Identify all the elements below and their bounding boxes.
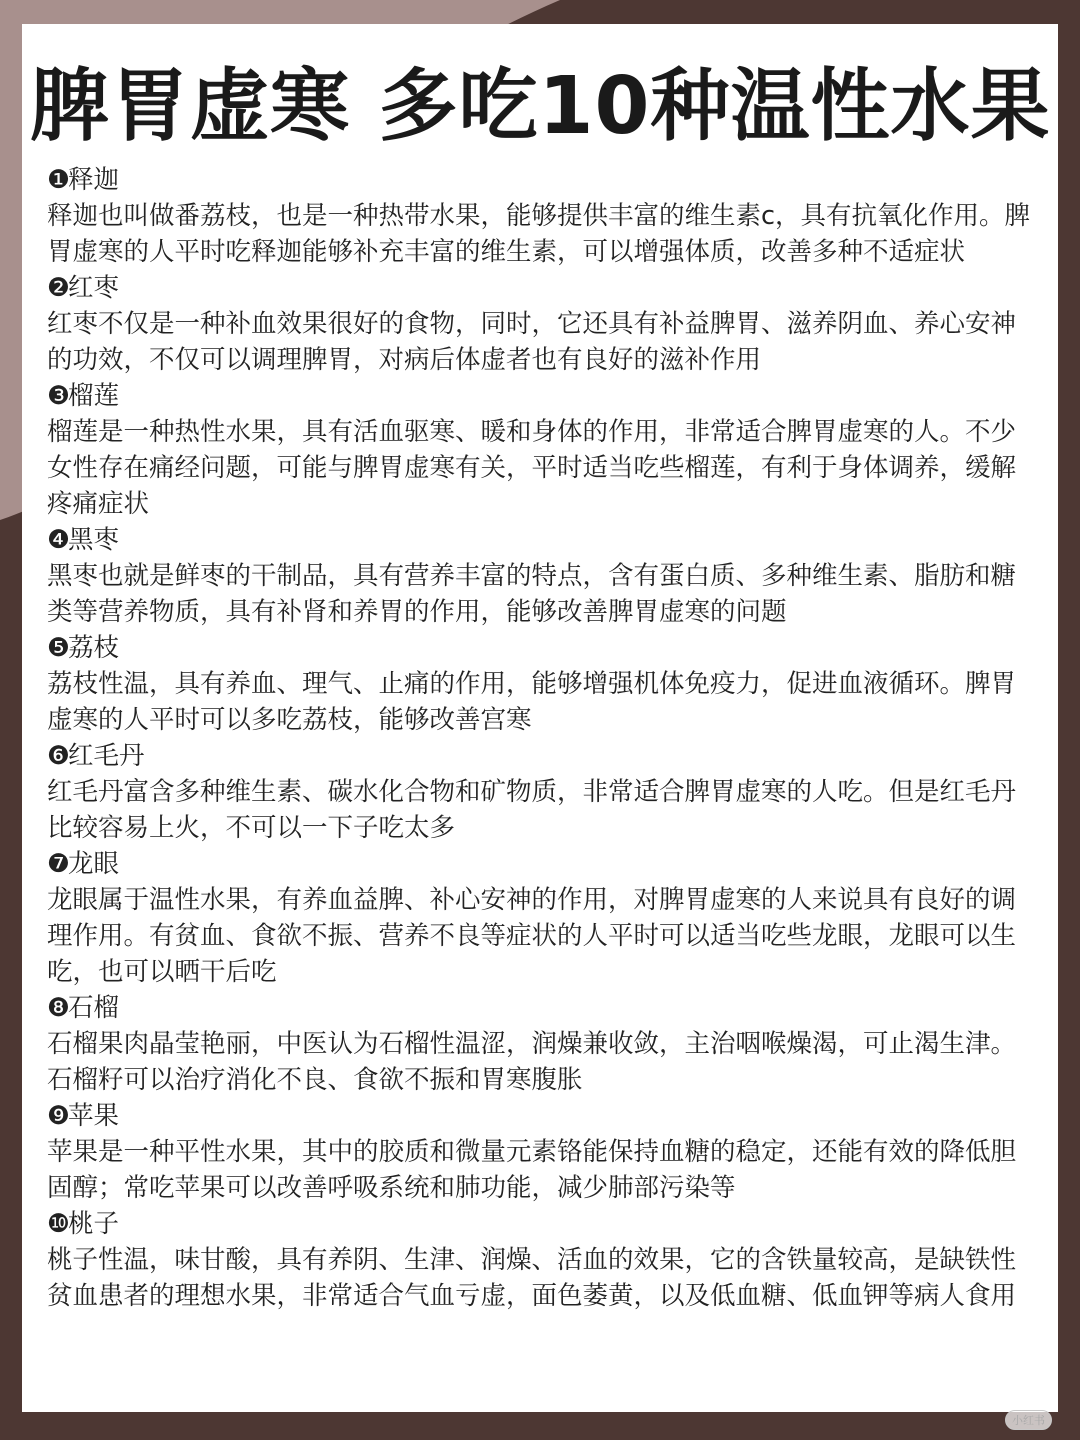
- fruit-list: [47, 162, 1037, 1314]
- item-number: ❹: [47, 525, 70, 555]
- item-description: 苹果是一种平性水果，其中的胶质和微量元素铬能保持血糖的稳定，还能有效的降低胆固醇；常吃苹果可以改善呼吸系统和肺功能，减少肺部污染等: [47, 1137, 1017, 1203]
- fruit-item: [47, 522, 1037, 630]
- item-name: 苹果: [68, 1101, 120, 1131]
- item-name: 榴莲: [68, 381, 120, 411]
- item-number: ❶: [47, 165, 70, 195]
- item-description: 石榴果肉晶莹艳丽，中医认为石榴性温涩，润燥兼收敛，主治咽喉燥渴，可止渴生津。石榴籽可以治疗消化不良、食欲不振和胃寒腹胀: [47, 1029, 1017, 1095]
- item-description: 桃子性温，味甘酸，具有养阴、生津、润燥、活血的效果，它的含铁量较高，是缺铁性贫血患者的理想水果，非常适合气血亏虚，面色萎黄，以及低血糖、低血钾等病人食用: [47, 1245, 1017, 1311]
- item-description: 释迦也叫做番荔枝，也是一种热带水果，能够提供丰富的维生素c，具有抗氧化作用。脾胃虚寒的人平时吃释迦能够补充丰富的维生素，可以增强体质，改善多种不适症状: [47, 201, 1031, 267]
- fruit-item: [47, 270, 1037, 378]
- fruit-item: [47, 846, 1037, 990]
- fruit-item: [47, 162, 1037, 270]
- item-number: ❸: [47, 381, 70, 411]
- item-name: 荔枝: [68, 633, 120, 663]
- page-title: 脾胃虚寒 多吃10种温性水果: [30, 60, 1051, 152]
- item-description: 黑枣也就是鲜枣的干制品，具有营养丰富的特点，含有蛋白质、多种维生素、脂肪和糖类等营养物质，具有补肾和养胃的作用，能够改善脾胃虚寒的问题: [47, 561, 1017, 627]
- fruit-item: [47, 630, 1037, 738]
- fruit-item: [47, 990, 1037, 1098]
- item-number: ❽: [47, 993, 70, 1023]
- item-description: 红毛丹富含多种维生素、碳水化合物和矿物质，非常适合脾胃虚寒的人吃。但是红毛丹比较容易上火，不可以一下子吃太多: [47, 777, 1017, 843]
- item-name: 桃子: [68, 1209, 120, 1239]
- fruit-item: [47, 1206, 1037, 1314]
- item-number: ❷: [47, 273, 70, 303]
- item-number: ❿: [47, 1209, 70, 1239]
- item-name: 黑枣: [68, 525, 120, 555]
- watermark: 小红书: [1005, 1410, 1052, 1430]
- item-number: ❻: [47, 741, 70, 771]
- item-description: 榴莲是一种热性水果，具有活血驱寒、暖和身体的作用，非常适合脾胃虚寒的人。不少女性存在痛经问题，可能与脾胃虚寒有关，平时适当吃些榴莲，有利于身体调养，缓解疼痛症状: [47, 417, 1017, 519]
- item-name: 红毛丹: [68, 741, 145, 771]
- fruit-item: [47, 1098, 1037, 1206]
- item-description: 荔枝性温，具有养血、理气、止痛的作用，能够增强机体免疫力，促进血液循环。脾胃虚寒的人平时可以多吃荔枝，能够改善宫寒: [47, 669, 1017, 735]
- item-number: ❼: [47, 849, 70, 879]
- fruit-item: [47, 738, 1037, 846]
- item-name: 释迦: [68, 165, 120, 195]
- item-name: 红枣: [68, 273, 120, 303]
- item-number: ❾: [47, 1101, 70, 1131]
- item-name: 石榴: [68, 993, 120, 1023]
- item-description: 红枣不仅是一种补血效果很好的食物，同时，它还具有补益脾胃、滋养阴血、养心安神的功效，不仅可以调理脾胃，对病后体虚者也有良好的滋补作用: [47, 309, 1017, 375]
- item-number: ❺: [47, 633, 70, 663]
- fruit-item: [47, 378, 1037, 522]
- item-name: 龙眼: [68, 849, 120, 879]
- item-description: 龙眼属于温性水果，有养血益脾、补心安神的作用，对脾胃虚寒的人来说具有良好的调理作用。有贫血、食欲不振、营养不良等症状的人平时可以适当吃些龙眼，龙眼可以生吃，也可以晒干后吃: [47, 885, 1017, 987]
